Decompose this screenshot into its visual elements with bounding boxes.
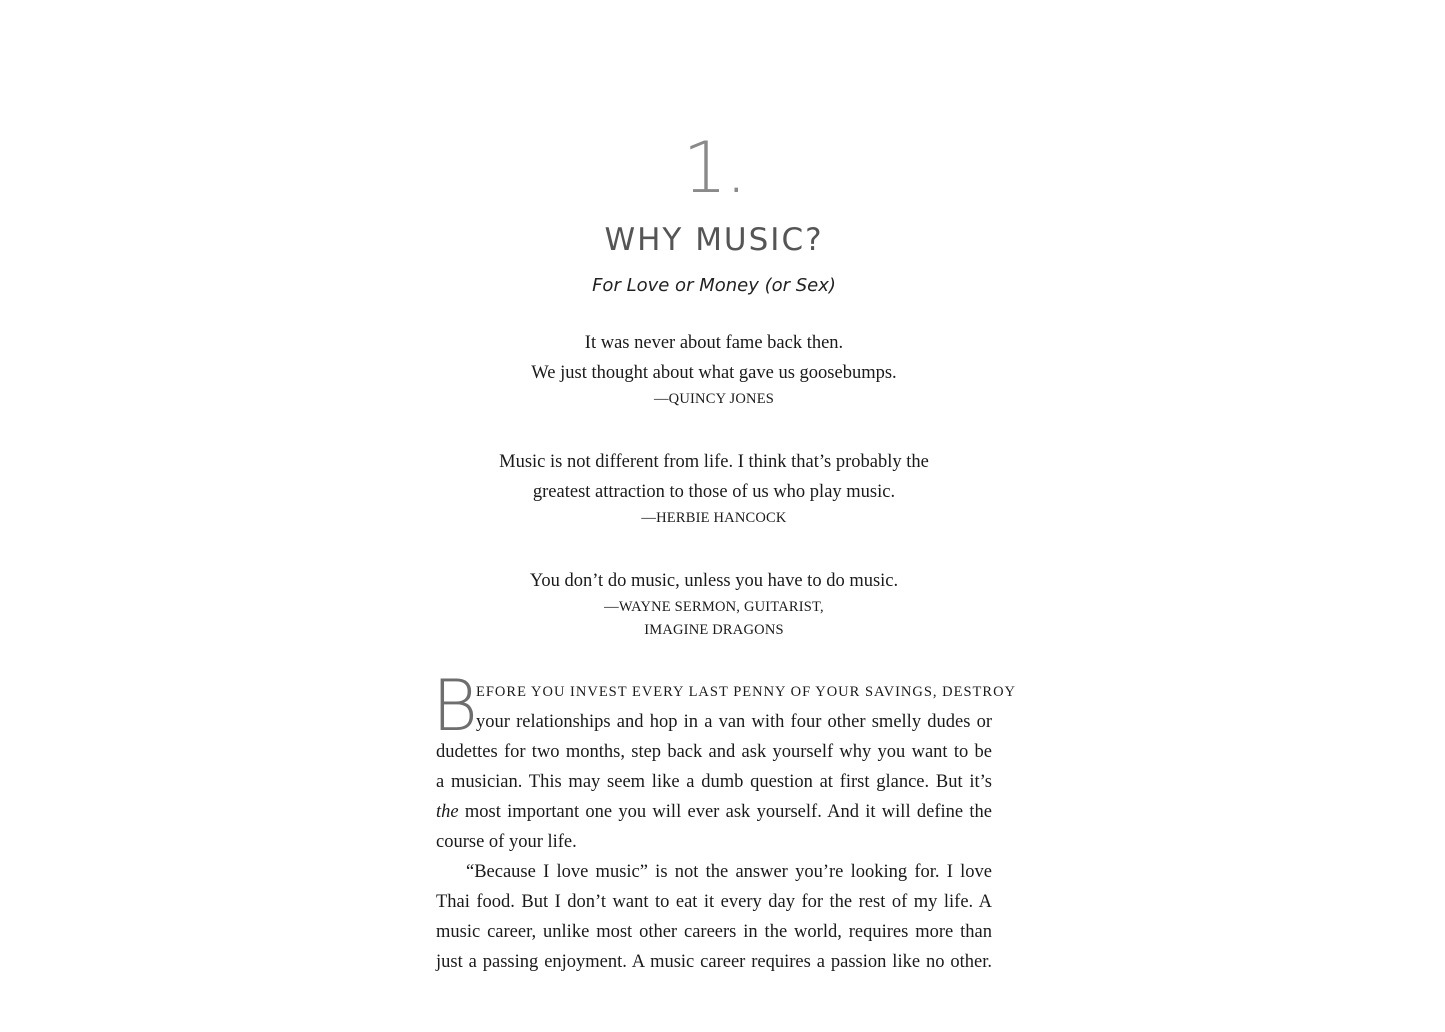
body-line-small-caps: EFORE YOU INVEST EVERY LAST PENNY OF YOUR SAVINGS, DESTROY — [476, 684, 1017, 700]
body-line: your relationships and hop in a van with four other smelly dudes or — [476, 712, 992, 732]
epigraph-quote-line: You don’t do music, unless you have to do music. — [529, 571, 899, 591]
epigraph-quote-line: It was never about fame back then. — [584, 333, 844, 353]
body-line: “Because I love music” is not the answer you’re looking for. I love — [466, 862, 992, 882]
epigraph-quincy-jones — [436, 328, 992, 411]
drop-cap: B — [432, 665, 478, 747]
body-line: just a passing enjoyment. A music career requires a passion like no other. — [436, 952, 992, 972]
body-line: a musician. This may seem like a dumb question at first glance. But it’s — [436, 772, 992, 792]
body-text — [432, 665, 1017, 977]
epigraph-attribution: —QUINCY JONES — [653, 391, 775, 407]
book-page — [432, 0, 1017, 1032]
body-line: Thai food. But I don’t want to eat it every day for the rest of my life. A — [436, 892, 992, 912]
epigraph-quote-line: Music is not different from life. I think that’s probably the — [499, 452, 929, 472]
chapter-number: 1. — [682, 127, 746, 209]
epigraph-herbie-hancock — [436, 447, 992, 530]
body-line: dudettes for two months, step back and ask yourself why you want to be — [436, 742, 992, 762]
emphasis-word: the — [436, 802, 459, 822]
epigraph-attribution: —WAYNE SERMON, GUITARIST, — [604, 599, 824, 615]
epigraph-quote-line: We just thought about what gave us goosebumps. — [531, 363, 897, 383]
body-line: course of your life. — [436, 832, 577, 852]
chapter-subtitle: For Love or Money (or Sex) — [592, 275, 836, 296]
epigraph-attribution: IMAGINE DRAGONS — [644, 622, 784, 638]
body-line: music career, unlike most other careers in the world, requires more than — [436, 922, 992, 942]
body-line — [436, 797, 992, 827]
body-line-rest: most important one you will ever ask yourself. And it will define the — [458, 802, 992, 822]
chapter-title: WHY MUSIC? — [604, 222, 824, 258]
epigraph-quote-line: greatest attraction to those of us who play music. — [532, 482, 896, 502]
epigraph-wayne-sermon — [436, 566, 992, 642]
epigraph-attribution: —HERBIE HANCOCK — [641, 510, 787, 526]
